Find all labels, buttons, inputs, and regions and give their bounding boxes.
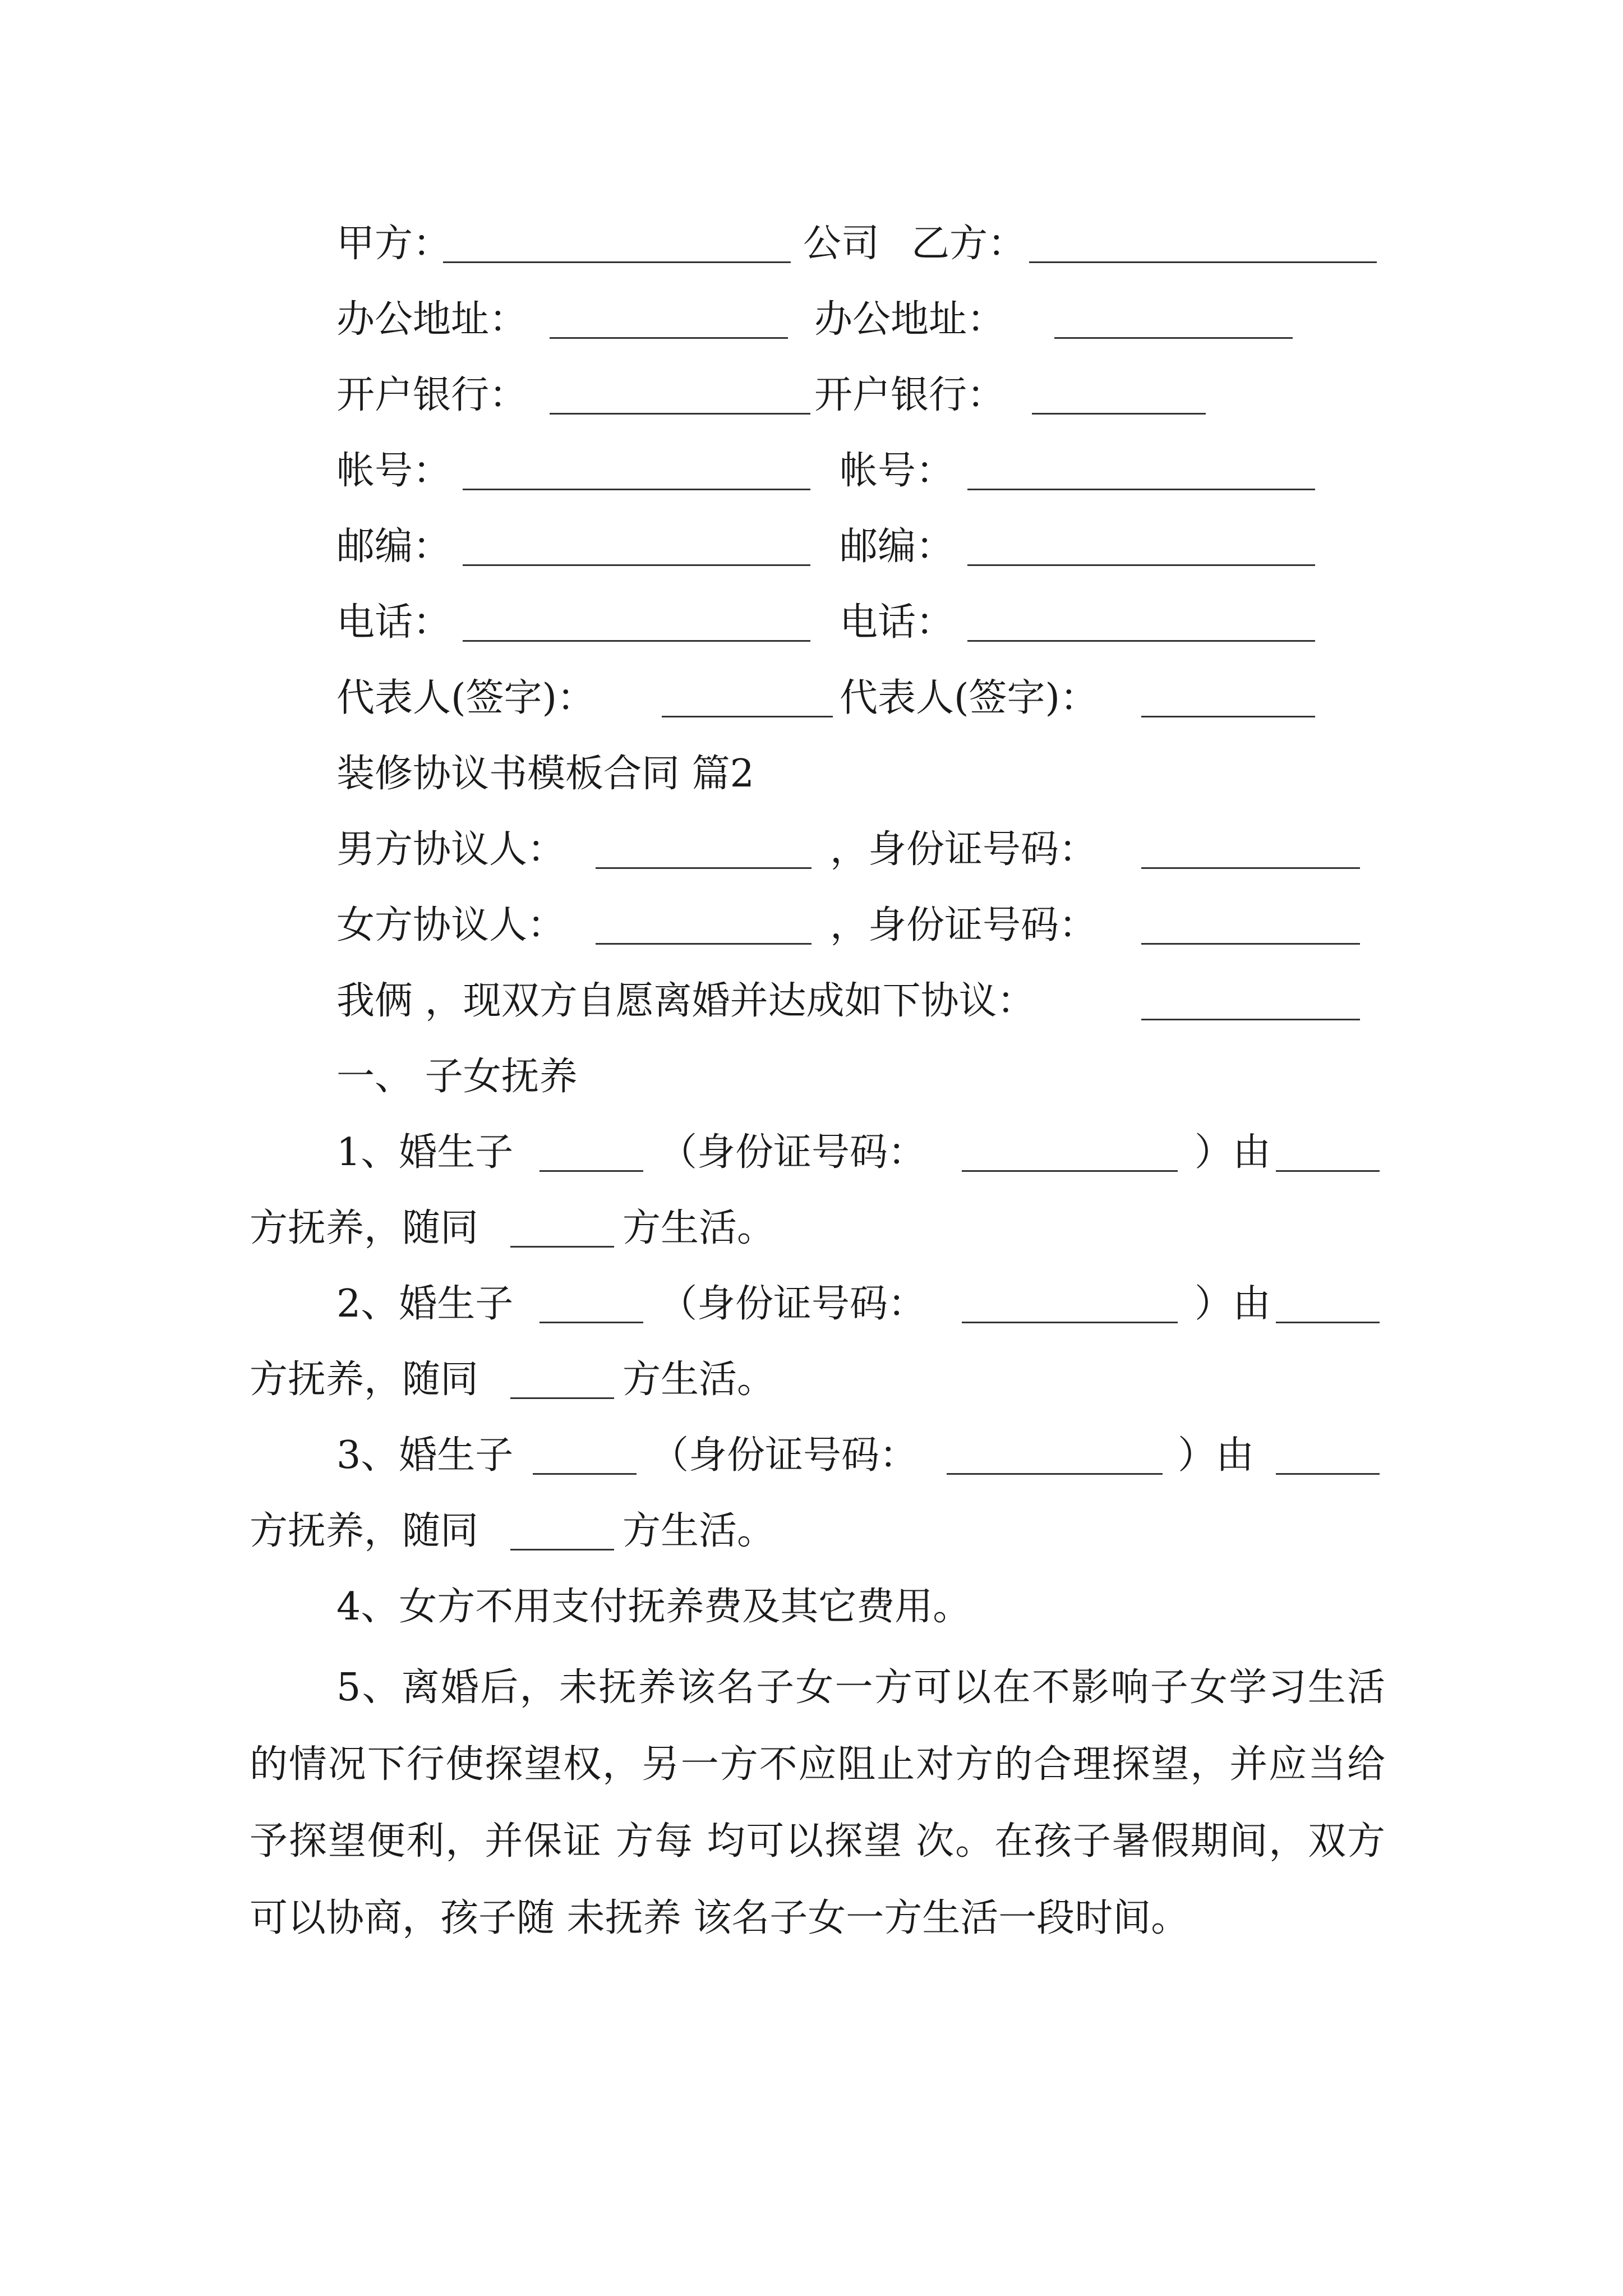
party-b-address-blank [1054,300,1293,339]
female-id-blank [1141,906,1360,945]
item-2-close: ）由 [1195,1282,1271,1326]
party-b-phone-label: 电话： [840,600,955,645]
item-3-close: ）由 [1178,1433,1255,1478]
party-a-address-label: 办公地址： [336,297,528,342]
item-1-id-blank [962,1133,1178,1172]
item-2-id-label: （身份证号码： [659,1282,926,1326]
item-5-paragraph: 5、离婚后，未抚养该名子女一方可以在不影响子女学习生活的情况下行使探望权，另一方不应阻止对方的合理探望，并应当给予探望便利，并保证 方每 均可以探望 次。在孩子暑假期间，双方可以协商，孩子随 未抚养 该名子女一方生活一段时间。 [250,1665,1385,1940]
heading-child-custody: 一、 子女抚养 [336,1055,578,1099]
party-a-rep-label: 代表人(签字)： [336,676,596,720]
party-b-postcode-label: 邮编： [840,524,955,569]
party-b-account-label: 帐号： [840,449,955,493]
item-3-child-blank [533,1436,637,1475]
female-id-label: ，身份证号码： [830,903,1098,947]
party-a-postcode-label: 邮编： [336,524,451,569]
item-3-prefix: 3、婚生子 [336,1433,514,1478]
item-2-child-blank [540,1285,643,1323]
party-b-rep-label: 代表人(签字)： [840,676,1099,720]
item-1-tail-a: 方抚养，随同 [250,1206,479,1250]
party-b-label: 乙方： [911,222,1026,266]
male-party-label: 男方协议人： [336,827,566,872]
item-1-live-blank [510,1209,614,1248]
male-party-blank [596,830,811,869]
party-a-rep-blank [662,679,833,717]
item-1-id-label: （身份证号码： [659,1130,926,1175]
item-2-side-blank [1276,1285,1380,1323]
party-a-bank-blank [550,376,810,415]
female-party-label: 女方协议人： [336,903,566,947]
male-id-blank [1141,830,1360,869]
item-1-close: ）由 [1195,1130,1271,1175]
item-2-tail-b: 方生活。 [623,1358,776,1402]
item-3-live-blank [510,1512,614,1550]
male-id-label: ，身份证号码： [830,827,1098,872]
party-a-postcode-blank [463,527,810,566]
item-1-child-blank [540,1133,643,1172]
item-4: 4、女方不用支付抚养费及其它费用。 [336,1585,971,1629]
item-2-live-blank [510,1360,614,1399]
item-1-side-blank [1276,1133,1380,1172]
party-b-account-blank [967,452,1315,490]
item-2-id-blank [962,1285,1178,1323]
party-a-blank [443,224,791,263]
female-party-blank [596,906,811,945]
party-a-phone-blank [463,603,810,642]
party-b-bank-blank [1032,376,1206,415]
item-3-tail-b: 方生活。 [623,1509,776,1553]
party-a-bank-label: 开户银行： [336,373,528,417]
party-b-address-label: 办公地址： [814,297,1006,342]
item-2-tail-a: 方抚养，随同 [250,1358,479,1402]
item-3-tail-a: 方抚养，随同 [250,1509,479,1553]
item-1-prefix: 1、婚生子 [336,1130,514,1175]
party-b-phone-blank [967,603,1315,642]
item-1-tail-b: 方生活。 [623,1206,776,1250]
company-suffix: 公司 [803,222,880,266]
item-2-prefix: 2、婚生子 [336,1282,514,1326]
party-a-label: 甲方： [336,222,451,266]
party-a-account-label: 帐号： [336,449,451,493]
party-b-bank-label: 开户银行： [814,373,1006,417]
item-3-side-blank [1276,1436,1380,1475]
agreement-intro: 我俩 ，现双方自愿离婚并达成如下协议： [336,979,1035,1023]
party-a-address-blank [550,300,788,339]
party-a-phone-label: 电话： [336,600,451,645]
party-b-postcode-blank [967,527,1315,566]
party-row [336,219,451,269]
section-title: 装修协议书模板合同 篇2 [336,752,754,796]
agreement-intro-blank [1141,982,1360,1020]
party-b-blank [1029,224,1377,263]
item-3-id-blank [947,1436,1163,1475]
item-3-id-label: （身份证号码： [651,1433,918,1478]
party-a-account-blank [463,452,810,490]
party-b-rep-blank [1141,679,1315,717]
